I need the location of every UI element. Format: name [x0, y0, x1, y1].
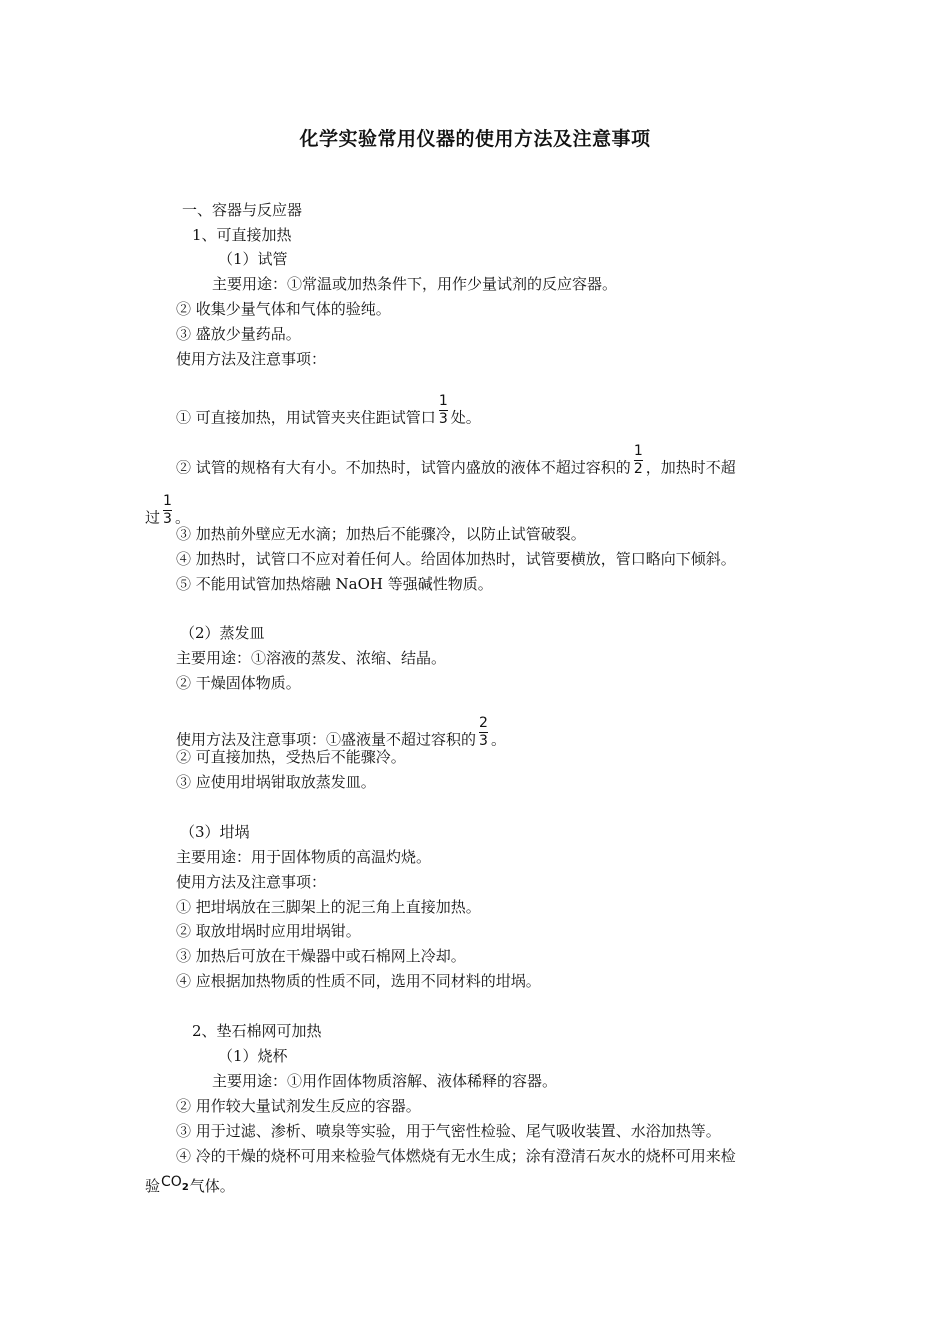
paragraph: ③ 加热前外壁应无水滴；加热后不能骤冷，以防止试管破裂。	[176, 525, 586, 543]
text-run: ② 试管的规格有大有小。不加热时，试管内盛放的液体不超过容积的	[176, 458, 631, 477]
section-heading: 一、容器与反应器	[182, 201, 303, 219]
fraction-denominator: 3	[479, 733, 488, 749]
formula-subscript: 2	[181, 1182, 189, 1193]
fraction-one-third	[439, 393, 448, 428]
paragraph: ④ 应根据加热物质的性质不同，选用不同材料的坩埚。	[176, 972, 541, 990]
text-run: 验	[145, 1177, 161, 1195]
text-run: ，加热时不超	[645, 458, 736, 477]
text-run: 。	[491, 730, 507, 749]
paragraph: 主要用途：①用作固体物质溶解、液体稀释的容器。	[212, 1072, 558, 1090]
paragraph: ① 把坩埚放在三脚架上的泥三角上直接加热。	[176, 898, 481, 916]
text-run: 气体。	[189, 1177, 235, 1195]
fraction-numerator: 1	[438, 393, 448, 409]
paragraph	[176, 443, 736, 486]
fraction-numerator: 2	[479, 715, 488, 731]
fraction-numerator: 1	[633, 443, 643, 459]
paragraph: ② 可直接加热，受热后不能骤冷。	[176, 748, 406, 766]
paragraph: ② 干燥固体物质。	[176, 674, 301, 692]
fraction-numerator: 1	[163, 493, 172, 509]
paragraph: 主要用途：①溶液的蒸发、浓缩、结晶。	[176, 649, 447, 667]
chemical-formula-co2	[161, 1174, 189, 1193]
item-heading-crucible: （3）坩埚	[180, 823, 250, 841]
paragraph: 主要用途：①常温或加热条件下，用作少量试剂的反应容器。	[212, 275, 618, 293]
formula-main: CO	[161, 1174, 182, 1190]
text-run: 。	[175, 508, 191, 527]
paragraph: ③ 应使用坩埚钳取放蒸发皿。	[176, 773, 376, 791]
paragraph: 主要用途：用于固体物质的高温灼烧。	[176, 848, 432, 866]
item-heading-evaporating-dish: （2）蒸发皿	[180, 624, 265, 642]
paragraph: ⑤ 不能用试管加热熔融 NaOH 等强碱性物质。	[176, 575, 493, 593]
text-run: 过	[145, 508, 161, 527]
paragraph: 使用方法及注意事项：	[176, 873, 327, 891]
item-heading-test-tube: （1）试管	[218, 250, 288, 268]
text-run: ① 可直接加热，用试管夹夹住距试管口	[176, 408, 436, 427]
text-run: 使用方法及注意事项：①盛液量不超过容积的	[176, 730, 477, 749]
fraction-denominator: 2	[633, 461, 643, 477]
paragraph: 使用方法及注意事项：	[176, 350, 327, 368]
fraction-two-thirds	[479, 715, 488, 750]
paragraph: ② 取放坩埚时应用坩埚钳。	[176, 922, 361, 940]
fraction-one-half	[634, 443, 643, 478]
item-heading-beaker: （1）烧杯	[218, 1047, 288, 1065]
paragraph	[145, 1176, 235, 1203]
paragraph: ③ 用于过滤、渗析、喷泉等实验，用于气密性检验、尾气吸收装置、水浴加热等。	[176, 1122, 721, 1140]
subsection-heading: 1、可直接加热	[192, 226, 292, 244]
text-run: 处。	[450, 408, 481, 427]
subsection-heading: 2、垫石棉网可加热	[192, 1022, 322, 1040]
paragraph: ③ 加热后可放在干燥器中或石棉网上冷却。	[176, 947, 466, 965]
document-title: 化学实验常用仪器的使用方法及注意事项	[299, 128, 651, 150]
fraction-denominator: 3	[438, 411, 448, 427]
paragraph: ② 收集少量气体和气体的验纯。	[176, 300, 391, 318]
paragraph: ② 用作较大量试剂发生反应的容器。	[176, 1097, 421, 1115]
paragraph: ③ 盛放少量药品。	[176, 325, 301, 343]
paragraph: ④ 加热时，试管口不应对着任何人。给固体加热时，试管要横放，管口略向下倾斜。	[176, 550, 736, 568]
paragraph	[176, 393, 481, 436]
fraction-one-third	[163, 493, 172, 528]
fraction-denominator: 3	[163, 511, 172, 527]
paragraph: ④ 冷的干燥的烧杯可用来检验气体燃烧有无水生成；涂有澄清石灰水的烧杯可用来检	[176, 1147, 736, 1165]
